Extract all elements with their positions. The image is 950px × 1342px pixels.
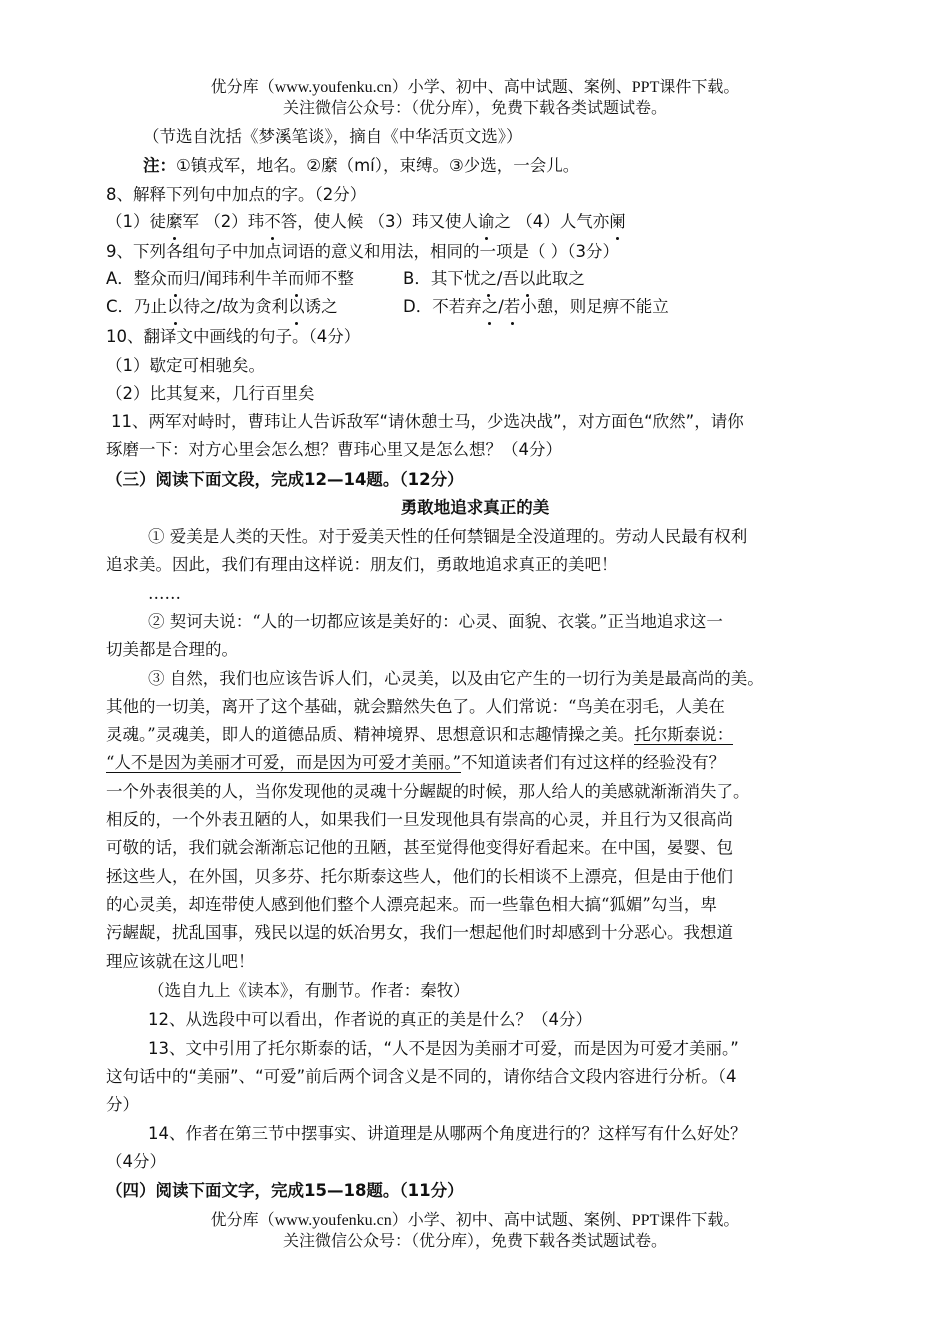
question-14-line-1: 14、作者在第三节中摆事实、讲道理是从哪两个角度进行的？这样写有什么好处？ bbox=[148, 1124, 747, 1143]
question-11-line-2: 琢磨一下：对方心里会怎么想？曹玮心里又是怎么想？（4分） bbox=[106, 440, 562, 459]
q9-a-part3: 师不整 bbox=[304, 269, 354, 288]
q9-c-part3: 诱之 bbox=[304, 297, 338, 316]
q9-a-dotted1: 而 bbox=[166, 269, 184, 288]
footer-line-2: 关注微信公众号：（优分库），免费下载各类试题试卷。 bbox=[282, 1233, 667, 1250]
q8-item-4-dotted: 阑 bbox=[609, 212, 626, 231]
note-label: 注： bbox=[143, 156, 176, 175]
q9-c-dotted2: 以 bbox=[288, 297, 305, 316]
q9-d-part2: / bbox=[498, 297, 504, 316]
q8-item-3-pre: （3）玮又使人 bbox=[368, 212, 478, 231]
underlined-quote: “人不是因为美丽才可爱，而是因为可爱才美丽。” bbox=[106, 753, 462, 772]
q9-b-dotted2: 以 bbox=[518, 269, 536, 288]
question-13-line-3: 分） bbox=[106, 1095, 139, 1114]
para-3-line-5: 一个外表很美的人，当你发现他的灵魂十分龌龊的时候，那人给人的美感就渐渐消失了。 bbox=[106, 782, 750, 801]
para-2-line-2: 切美都是合理的。 bbox=[106, 640, 238, 659]
q9-a-part2: 归/闻玮利牛羊 bbox=[183, 269, 288, 288]
header-line-1: 优分库（www.youfenku.cn）小学、初中、高中试题、案例、PPT课件下载。 bbox=[210, 79, 740, 96]
passage-ellipsis: …… bbox=[148, 584, 181, 603]
q9-c-part2: 待之/故为贪利 bbox=[183, 297, 289, 316]
question-10-prompt: 10、翻译文中画线的句子。（4分） bbox=[106, 327, 361, 346]
question-8-items bbox=[106, 211, 626, 233]
question-12: 12、从选段中可以看出，作者说的真正的美是什么？（4分） bbox=[148, 1010, 592, 1029]
question-9-prompt: 9、下列各组句子中加点词语的意义和用法，相同的一项是（ ）（3分） bbox=[106, 242, 619, 261]
para-1-line-1: ① 爱美是人类的天性。对于爱美天性的任何禁锢是全没道理的。劳动人民最有权利 bbox=[148, 527, 748, 546]
note-text: ①镇戎军，地名。②縻（mí），束缚。③少选，一会儿。 bbox=[176, 156, 580, 175]
para-3-line-4 bbox=[106, 752, 725, 774]
header-line-2: 关注微信公众号：（优分库），免费下载各类试题试卷。 bbox=[282, 100, 667, 117]
q9-b-part2: /吾 bbox=[496, 269, 519, 288]
q8-item-3-post: 之 bbox=[494, 212, 511, 231]
question-8-prompt: 8、解释下列句中加点的字。（2分） bbox=[106, 185, 367, 204]
question-9-option-c bbox=[106, 296, 338, 318]
para-3-line-3 bbox=[106, 724, 733, 746]
question-13-line-1: 13、文中引用了托尔斯泰的话，“人不是因为美丽才可爱，而是因为可爱才美丽。” bbox=[148, 1039, 739, 1058]
question-13-line-2: 这句话中的“美丽”、“可爱”前后两个词含义是不同的，请你结合文段内容进行分析。（4 bbox=[106, 1067, 737, 1086]
q8-item-2-dotted: 不 bbox=[264, 212, 281, 231]
q9-b-part1: B．其下忧 bbox=[403, 269, 481, 288]
q8-item-1-pre: （1）徒 bbox=[106, 212, 166, 231]
q9-a-part1: A．整众 bbox=[106, 269, 167, 288]
q9-d-part3: 小憩，则足痹不能立 bbox=[520, 297, 669, 316]
para-3-line-9: 的心灵美，却连带使人感到他们整个人漂亮起来。而一些靠色相大搞“狐媚”勾当，卑 bbox=[106, 895, 717, 914]
passage-source: （选自九上《读本》，有删节。作者：秦牧） bbox=[148, 981, 470, 1000]
para-3-line-7: 可敬的话，我们就会渐渐忘记他的丑陋，甚至觉得他变得好看起来。在中国，晏婴、包 bbox=[106, 838, 733, 857]
q8-item-2-post: 答，使人候 bbox=[280, 212, 364, 231]
question-9-option-a bbox=[106, 268, 354, 290]
para-1-line-2: 追求美。因此，我们有理由这样说：朋友们，勇敢地追求真正的美吧！ bbox=[106, 555, 618, 574]
section-3-heading: （三）阅读下面文段，完成12—14题。（12分） bbox=[106, 470, 464, 489]
source-citation: （节选自沈括《梦溪笔谈》，摘自《中华活页文选》） bbox=[143, 127, 523, 146]
annotation-note bbox=[143, 155, 579, 177]
underlined-quote-start: 托尔斯泰说： bbox=[634, 725, 734, 744]
para-2-line-1: ② 契诃夫说：“人的一切都应该是美好的：心灵、面貌、衣裳。”正当地追求这一 bbox=[148, 612, 723, 631]
q9-d-dotted2: 若 bbox=[503, 297, 521, 316]
q8-item-4-pre: （4）人气亦 bbox=[516, 212, 610, 231]
q8-item-1-post: 军 bbox=[182, 212, 199, 231]
q9-a-dotted2: 而 bbox=[287, 269, 305, 288]
para-3-line-11: 理应该就在这儿吧！ bbox=[106, 952, 255, 971]
q9-c-dotted1: 以 bbox=[167, 297, 184, 316]
passage-title: 勇敢地追求真正的美 bbox=[400, 498, 550, 517]
para-3-line-8: 拯这些人，在外国，贝多芬、托尔斯泰这些人，他们的长相谈不上漂亮，但是由于他们 bbox=[106, 867, 733, 886]
footer-line-1: 优分库（www.youfenku.cn）小学、初中、高中试题、案例、PPT课件下载。 bbox=[210, 1212, 740, 1229]
question-10-item-1: （1）歇定可相驰矣。 bbox=[106, 356, 265, 375]
question-11-line-1: 11、两军对峙时，曹玮让人告诉敌军“请休憩士马，少选决战”，对方面色“欣然”，请你 bbox=[111, 412, 744, 431]
q9-c-part1: C．乃止 bbox=[106, 297, 168, 316]
para-3-line-4-text: 不知道读者们有过这样的经验没有？ bbox=[461, 753, 726, 772]
para-3-line-10: 污龌龊，扰乱国事，残民以逞的妖冶男女，我们一想起他们时却感到十分恶心。我想道 bbox=[106, 923, 733, 942]
para-3-line-1: ③ 自然，我们也应该告诉人们，心灵美，以及由它产生的一切行为美是最高尚的美。 bbox=[148, 669, 764, 688]
question-9-option-b bbox=[403, 268, 585, 290]
q8-item-2-pre: （2）玮 bbox=[204, 212, 265, 231]
question-14-line-2: （4分） bbox=[106, 1152, 166, 1171]
question-10-item-2: （2）比其复来，几行百里矣 bbox=[106, 384, 315, 403]
q9-d-dotted1: 之 bbox=[481, 297, 499, 316]
q9-b-dotted1: 之 bbox=[480, 269, 497, 288]
q9-b-part3: 此取之 bbox=[535, 269, 585, 288]
section-4-heading: （四）阅读下面文字，完成15—18题。（11分） bbox=[106, 1181, 464, 1200]
question-9-option-d bbox=[403, 296, 669, 318]
para-3-line-6: 相反的，一个外表丑陋的人，如果我们一旦发现他具有崇高的心灵，并且行为又很高尚 bbox=[106, 810, 733, 829]
para-3-line-2: 其他的一切美，离开了这个基础，就会黯然失色了。人们常说：“鸟美在羽毛，人美在 bbox=[106, 697, 725, 716]
q9-d-part1: D．不若弃 bbox=[403, 297, 482, 316]
para-3-line-3-text: 灵魂。”灵魂美，即人的道德品质、精神境界、思想意识和志趣情操之美。 bbox=[106, 725, 635, 744]
q8-item-1-dotted: 縻 bbox=[166, 212, 183, 231]
q8-item-3-dotted: 谕 bbox=[478, 212, 495, 231]
